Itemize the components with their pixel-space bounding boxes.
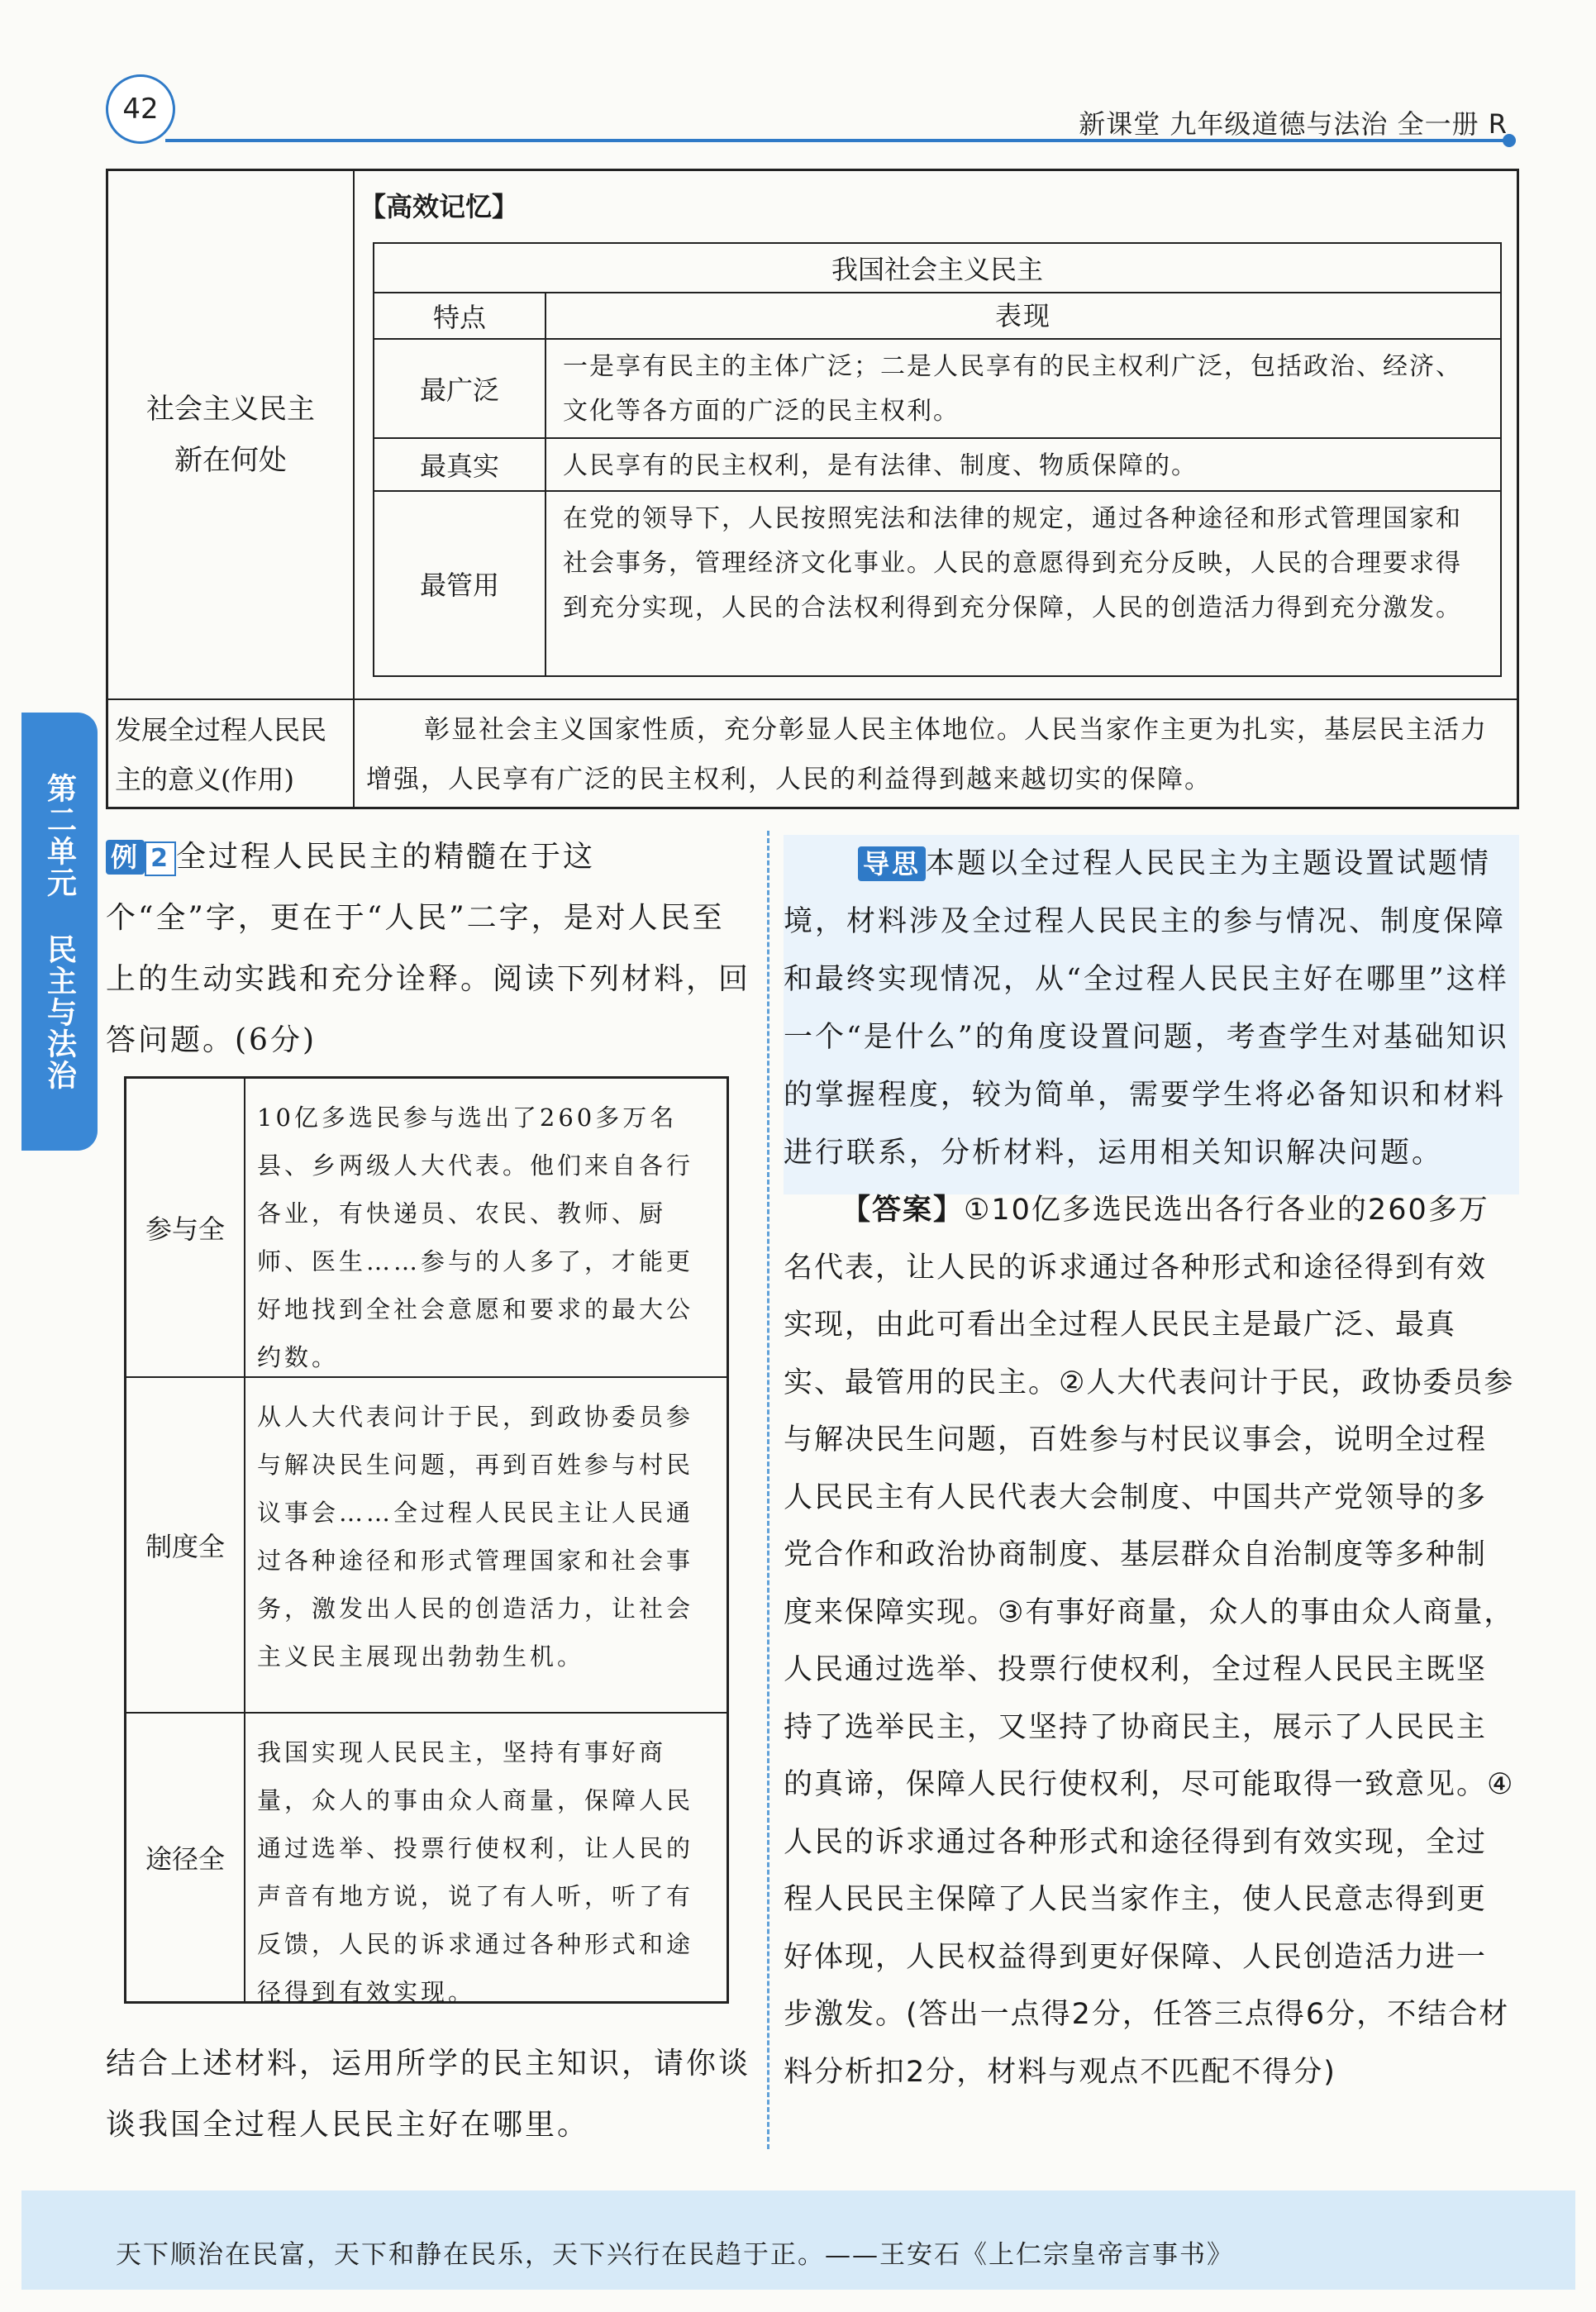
material-text: 我国实现人民民主，坚持有事好商量，众人的事由众人商量，保障人民通过选举、投票行使权利，让人民的声音有地方说，说了有人听，听了有反馈，人民的诉求通过各种形式和途径得到有效实现。 <box>257 1738 694 2006</box>
material-row <box>126 1079 727 1378</box>
material-text: 10亿多选民参与选出了260多万名县、乡两级人大代表。他们来自各行各业，有快递员、农民、教师、厨师、医生……参与的人多了，才能更好地找到全社会意愿和要求的最大公约数。 <box>257 1104 694 1371</box>
performance-cell: 在党的领导下，人民按照宪法和法律的规定，通过各种途径和形式管理国家和社会事务，管理经济文化事业。人民的意愿得到充分反映，人民的合理要求得到充分实现，人民的合法权利得到充分保障，人民的创造活力得到充分激发。 <box>563 504 1462 622</box>
democracy-table-header-row <box>374 293 1500 340</box>
book-title: 新课堂 九年级道德与法治 全一册 R <box>1079 108 1508 140</box>
summary-left-label-line2: 新在何处 <box>174 444 287 477</box>
democracy-row <box>374 439 1500 492</box>
example-column <box>106 827 752 2006</box>
summary-right <box>355 171 1517 698</box>
column-divider <box>767 831 769 2149</box>
footer-quote: 天下顺治在民富，天下和静在民乐，天下兴行在民趋于正。——王安石《上仁宗皇帝言事书》 <box>116 2240 1234 2270</box>
democracy-row <box>374 340 1500 439</box>
materials-table <box>124 1076 729 2004</box>
memory-label: 【高效记忆】 <box>360 191 519 222</box>
example-badge: 例 <box>106 840 145 875</box>
question-text: 结合上述材料，运用所学的民主知识，请你谈谈我国全过程人民民主好在哪里。 <box>106 2047 751 2142</box>
material-row <box>126 1378 727 1714</box>
example-intro <box>106 827 752 1071</box>
feature-cell: 最广泛 <box>374 340 546 437</box>
example-intro-text: 全过程人民民主的精髓在于这个“全”字，更在于“人民”二字，是对人民至上的生动实践和充分诠释。阅读下列材料，回答问题。(6分) <box>106 840 751 1057</box>
analysis-text: 本题以全过程人民民主为主题设置试题情境，材料涉及全过程人民民主的参与情况、制度保障和最终实现情况，从“全过程人民民主好在哪里”这样一个“是什么”的角度设置问题，考查学生对基础知识的掌握程度，较为简单，需要学生将必备知识和材料进行联系，分析材料，运用相关知识解决问题。 <box>784 847 1509 1170</box>
material-label: 参与全 <box>126 1079 245 1376</box>
democracy-row <box>374 492 1500 675</box>
material-row <box>126 1714 727 2006</box>
performance-cell: 人民享有的民主权利，是有法律、制度、物质保障的。 <box>563 451 1198 480</box>
answer-block <box>784 1182 1516 2101</box>
feature-cell: 最真实 <box>374 439 546 490</box>
summary-table <box>106 169 1519 809</box>
democracy-table <box>373 242 1502 677</box>
header-feature: 特点 <box>374 293 546 338</box>
feature-cell: 最管用 <box>374 492 546 675</box>
material-text: 从人大代表问计于民，到政协委员参与解决民生问题，再到百姓参与村民议事会……全过程人民民主让人民通过各种途径和形式管理国家和社会事务，激发出人民的创造活力，让社会主义民主展现出勃勃生机。 <box>257 1403 694 1671</box>
summary-left-label <box>108 171 355 698</box>
page-number: 42 <box>106 74 175 144</box>
material-label: 制度全 <box>126 1378 245 1712</box>
analysis-badge: 导思 <box>858 846 926 881</box>
analysis-block <box>784 835 1513 1182</box>
performance-cell: 一是享有民主的主体广泛；二是人民享有的民主权利广泛，包括政治、经济、文化等各方面的广泛的民主权利。 <box>563 352 1462 426</box>
meaning-label: 发展全过程人民民主的意义(作用) <box>108 700 355 807</box>
header-performance: 表现 <box>994 300 1051 331</box>
democracy-table-title: 我国社会主义民主 <box>374 244 1500 293</box>
unit-side-tab: 第二单元 民主与法治 <box>21 713 98 1151</box>
answer-text: ①10亿多选民选出各行各业的260多万名代表，让人民的诉求通过各种形式和途径得到有效实现，由此可看出全过程人民民主是最广泛、最真实、最管用的民主。②人大代表问计于民，政协委员参与解决民生问题，百姓参与村民议事会，说明全过程人民民主有人民代表大会制度、中国共产党领导的多党合作和政治协商制度、基层群众自治制度等多种制度来保障实现。③有事好商量，众人的事由众人商量，人民通过选举、投票行使权利，全过程人民民主既坚持了选举民主，又坚持了协商民主，展示了人民民主的真谛，保障人民行使权利，尽可能取得一致意见。④人民的诉求通过各种形式和途径得到有效实现，全过程人民民主保障了人民当家作主，使人民意志得到更好体现，人民权益得到更好保障、人民创造活力进一步激发。(答出一点得2分，任答三点得6分，不结合材料分析扣2分，材料与观点不匹配不得分) <box>784 1194 1515 2089</box>
material-label: 途径全 <box>126 1714 245 2001</box>
answer-label: 【答案】 <box>841 1194 965 1227</box>
example-number: 2 <box>145 841 176 876</box>
meaning-row <box>108 698 1517 807</box>
summary-left-label-line1: 社会主义民主 <box>146 393 315 426</box>
meaning-text: 彰显社会主义国家性质，充分彰显人民主体地位。人民当家作主更为扎实，基层民主活力增强，人民享有广泛的民主权利，人民的利益得到越来越切实的保障。 <box>366 715 1488 794</box>
